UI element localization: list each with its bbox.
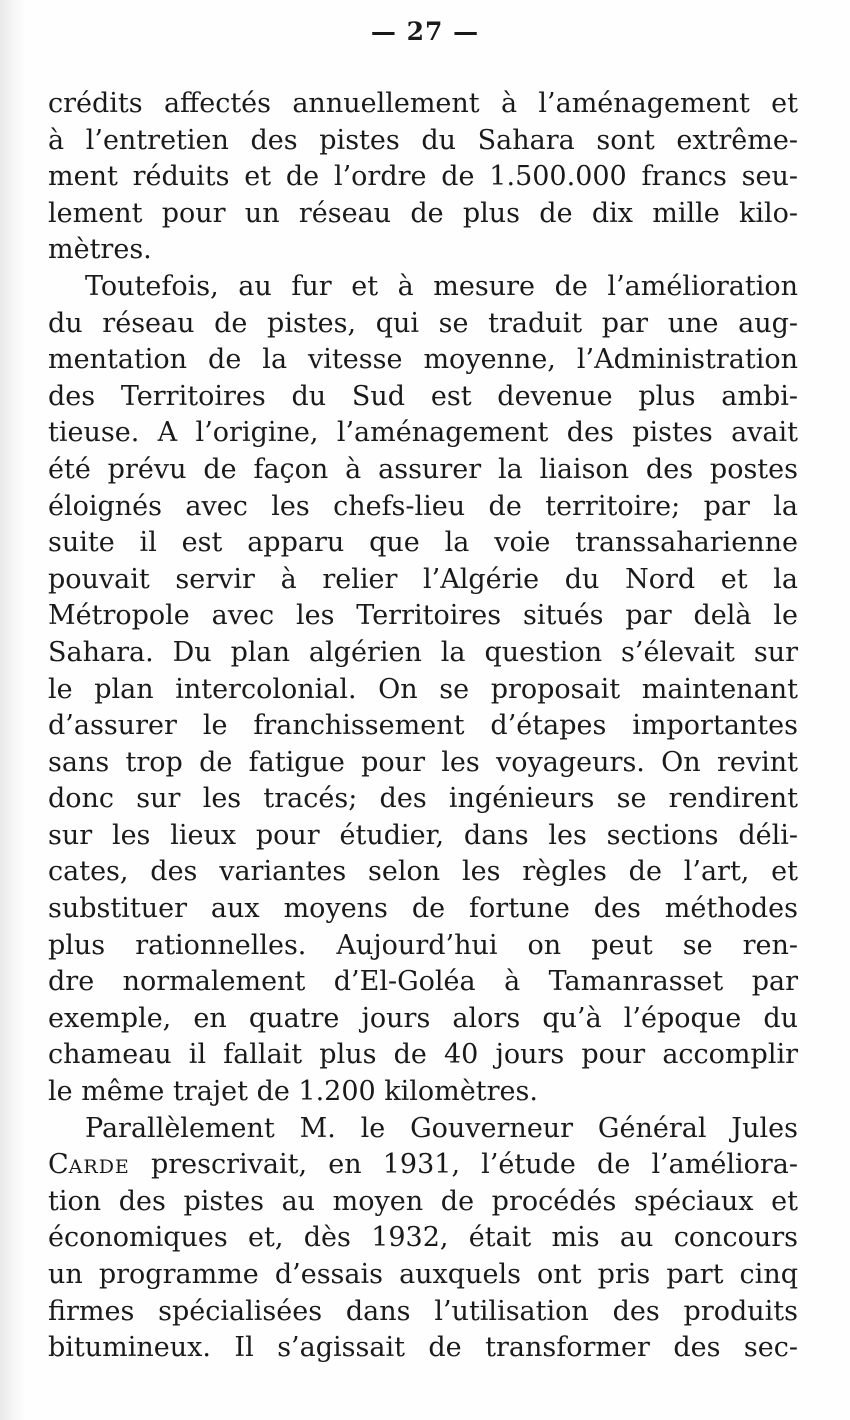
small-caps-name	[48, 1149, 130, 1180]
text-line: mètres.	[48, 234, 152, 266]
text-line: sans trop de fatigue pour les voyageurs. On revint	[48, 746, 798, 778]
body-text	[48, 86, 798, 1367]
text-line: dre normalement d’El-Goléa à Tamanrasset par	[48, 966, 798, 998]
text-line: plus rationnelles. Aujourd’hui on peut se ren-	[48, 929, 798, 961]
text-line: un programme d’essais auxquels ont pris part cinq	[48, 1259, 798, 1290]
text-line: des Territoires du Sud est devenue plus ambi-	[48, 380, 798, 412]
text-line: Sahara. Du plan algérien la question s’élevait sur	[48, 636, 798, 668]
text-line: été prévu de façon à assurer la liaison des postes	[48, 453, 798, 485]
text-line: du réseau de pistes, qui se traduit par une aug-	[48, 307, 798, 339]
text-line: le plan intercolonial. On se proposait maintenant	[48, 673, 798, 705]
text-line: firmes spécialisées dans l’utilisation des produits	[48, 1295, 798, 1327]
small-caps-initial: C	[48, 1149, 69, 1181]
text-line: Métropole avec les Territoires situés par delà le	[48, 600, 798, 632]
page-gutter-shadow	[0, 0, 26, 1420]
text-line: bitumineux. Il s’agissait de transformer des sec-	[48, 1332, 798, 1364]
text-line: pouvait servir à relier l’Algérie du Nord et la	[48, 563, 798, 595]
text-line: lement pour un réseau de plus de dix mille kilo-	[48, 197, 798, 229]
text-line: sur les lieux pour étudier, dans les sections déli-	[48, 819, 798, 851]
text-line: ment réduits et de l’ordre de 1.500.000 francs seu-	[48, 161, 798, 193]
text-line: chameau il fallait plus de 40 jours pour accomplir	[48, 1039, 798, 1071]
text-line: tion des pistes au moyen de procédés spéciaux et	[48, 1185, 798, 1217]
text-line: cates, des variantes selon les règles de l’art, et	[48, 856, 798, 888]
page-number: — 27 —	[370, 17, 480, 46]
text-line: donc sur les tracés; des ingénieurs se rendirent	[48, 783, 798, 815]
text-line: tieuse. A l’origine, l’aménagement des pistes avait	[48, 417, 798, 449]
text-fragment: prescrivait, en 1931, l’étude de l’améliora-	[129, 1149, 798, 1181]
text-line-with-small-caps	[48, 1147, 798, 1184]
text-line: suite il est apparu que la voie transsaharienne	[48, 527, 798, 559]
text-line: Parallèlement M. le Gouverneur Général Jules	[85, 1112, 798, 1144]
text-line: crédits affectés annuellement à l’aménagement et	[48, 88, 798, 119]
text-line: exemple, en quatre jours alors qu’à l’époque du	[48, 1002, 798, 1034]
text-line: substituer aux moyens de fortune des méthodes	[48, 893, 798, 925]
small-caps-rest: ARDE	[68, 1156, 130, 1179]
text-line: éloignés avec les chefs-lieu de territoire; par la	[48, 490, 798, 522]
text-line: à l’entretien des pistes du Sahara sont extrême-	[48, 124, 798, 156]
text-line: d’assurer le franchissement d’étapes importantes	[48, 710, 798, 742]
text-line: économiques et, dès 1932, était mis au concours	[48, 1222, 798, 1254]
text-line: Toutefois, au fur et à mesure de l’amélioration	[85, 270, 798, 302]
text-line: mentation de la vitesse moyenne, l’Administration	[48, 344, 798, 376]
text-line: le même trajet de 1.200 kilomètres.	[48, 1076, 538, 1108]
